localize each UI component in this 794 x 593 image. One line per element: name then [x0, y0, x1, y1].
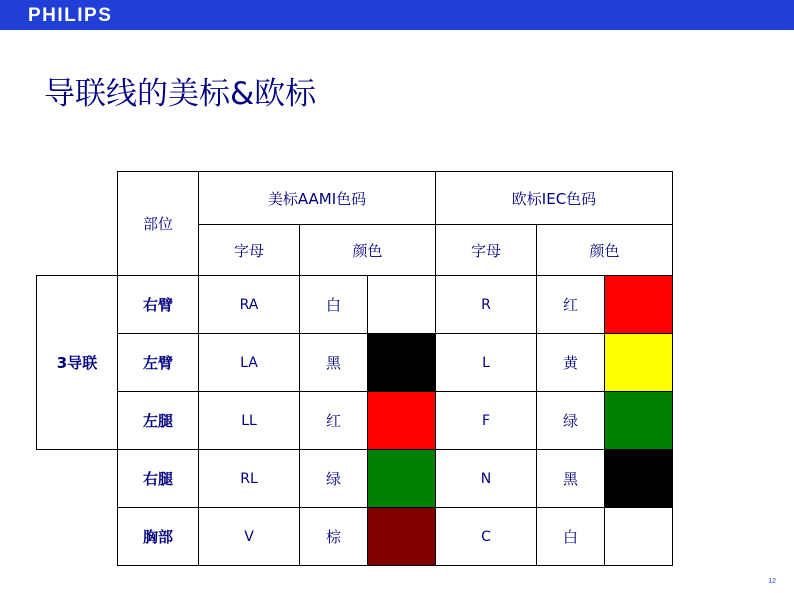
slide-page-number: 12: [768, 578, 776, 585]
row-part-3: 左腿: [118, 392, 199, 450]
swatch-iec-3: [605, 392, 672, 449]
group-spacer-2: [37, 508, 118, 566]
header-iec: 欧标IEC色码: [436, 172, 673, 225]
table-row: [37, 450, 673, 508]
row-aami-colorname-5: 棕: [300, 508, 368, 566]
row-iec-letter-1: R: [436, 276, 537, 334]
brand-header-bar: [0, 0, 794, 30]
row-part-5: 胸部: [118, 508, 199, 566]
row-iec-swatch-5: [605, 508, 673, 566]
header-spacer-group: [37, 172, 118, 225]
header-iec-color: 颜色: [537, 225, 673, 276]
header-aami-color: 颜色: [300, 225, 436, 276]
swatch-aami-4: [368, 450, 435, 507]
row-aami-swatch-1: [368, 276, 436, 334]
row-aami-colorname-1: 白: [300, 276, 368, 334]
row-aami-letter-4: RL: [199, 450, 300, 508]
philips-logo: PHILIPS: [28, 5, 113, 26]
header-spacer-group-2: [37, 225, 118, 276]
row-iec-swatch-1: [605, 276, 673, 334]
header-aami: 美标AAMI色码: [199, 172, 436, 225]
row-iec-colorname-3: 绿: [537, 392, 605, 450]
table-row: [37, 276, 673, 334]
page-title: 导联线的美标&欧标: [44, 76, 317, 112]
header-iec-letter: 字母: [436, 225, 537, 276]
header-aami-letter: 字母: [199, 225, 300, 276]
table-row: [37, 334, 673, 392]
group-spacer-1: [37, 450, 118, 508]
header-part: 部位: [118, 172, 199, 276]
row-aami-swatch-3: [368, 392, 436, 450]
lead-wire-table: [36, 171, 673, 566]
swatch-iec-5: [605, 508, 672, 565]
row-aami-letter-5: V: [199, 508, 300, 566]
row-part-4: 右腿: [118, 450, 199, 508]
row-iec-colorname-1: 红: [537, 276, 605, 334]
row-aami-colorname-3: 红: [300, 392, 368, 450]
row-aami-swatch-5: [368, 508, 436, 566]
row-part-2: 左臂: [118, 334, 199, 392]
table-row: [37, 392, 673, 450]
swatch-iec-4: [605, 450, 672, 507]
row-iec-swatch-3: [605, 392, 673, 450]
row-aami-colorname-4: 绿: [300, 450, 368, 508]
row-iec-letter-2: L: [436, 334, 537, 392]
row-iec-swatch-4: [605, 450, 673, 508]
row-aami-swatch-4: [368, 450, 436, 508]
row-aami-letter-3: LL: [199, 392, 300, 450]
row-aami-letter-2: LA: [199, 334, 300, 392]
group-label-3lead: 3导联: [37, 276, 118, 450]
row-iec-colorname-2: 黄: [537, 334, 605, 392]
row-iec-letter-4: N: [436, 450, 537, 508]
table-header-row-1: [37, 172, 673, 225]
row-aami-letter-1: RA: [199, 276, 300, 334]
swatch-aami-2: [368, 334, 435, 391]
swatch-iec-1: [605, 276, 672, 333]
swatch-aami-5: [368, 508, 435, 565]
table-row: [37, 508, 673, 566]
row-iec-swatch-2: [605, 334, 673, 392]
swatch-iec-2: [605, 334, 672, 391]
row-aami-colorname-2: 黑: [300, 334, 368, 392]
row-aami-swatch-2: [368, 334, 436, 392]
row-iec-letter-3: F: [436, 392, 537, 450]
row-iec-colorname-4: 黑: [537, 450, 605, 508]
row-part-1: 右臂: [118, 276, 199, 334]
row-iec-colorname-5: 白: [537, 508, 605, 566]
swatch-aami-3: [368, 392, 435, 449]
row-iec-letter-5: C: [436, 508, 537, 566]
swatch-aami-1: [368, 276, 435, 333]
